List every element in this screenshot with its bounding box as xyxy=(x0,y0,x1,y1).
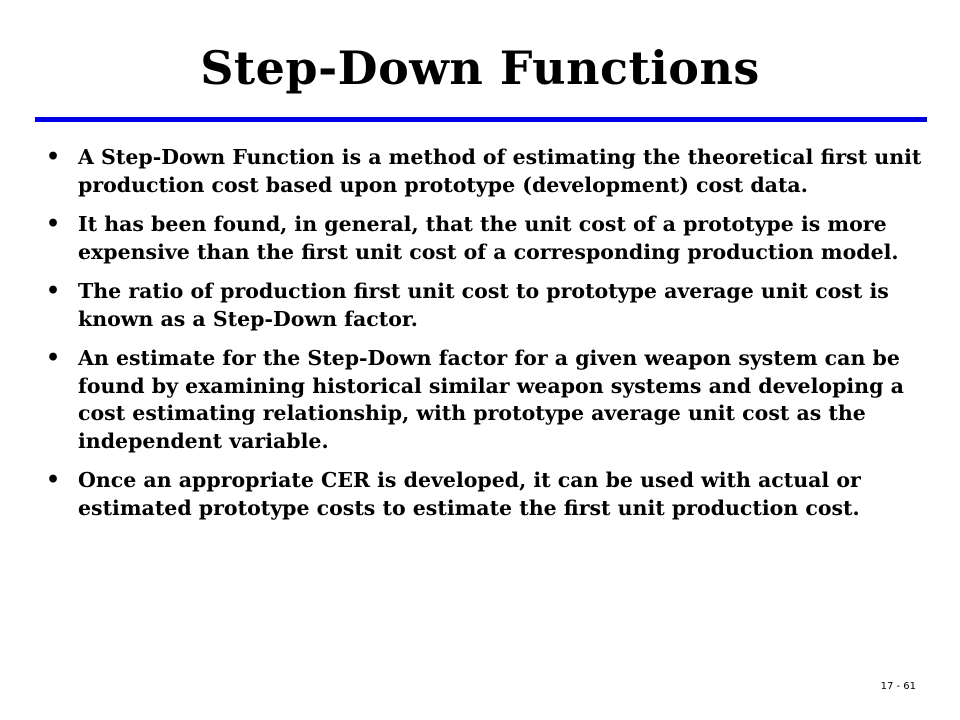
bullet-dot-icon: • xyxy=(46,144,61,170)
bullet-text: An estimate for the Step-Down factor for a given weapon system can be found by examining historical similar weapon systems and developing a cost estimating relationship, with prototype average unit cost as the independent variable. xyxy=(78,346,904,453)
bullet-item xyxy=(46,211,922,266)
title-underline-rule xyxy=(35,117,927,122)
bullet-text: The ratio of production first unit cost to prototype average unit cost is known as a Step-Down factor. xyxy=(78,279,889,331)
bullet-item xyxy=(46,144,922,199)
bullet-text: A Step-Down Function is a method of estimating the theoretical first unit production cost based upon prototype (development) cost data. xyxy=(78,145,922,197)
bullet-dot-icon: • xyxy=(46,467,61,493)
bullet-item xyxy=(46,278,922,333)
slide-title: Step-Down Functions xyxy=(200,41,760,95)
bullet-item xyxy=(46,345,922,455)
bullet-dot-icon: • xyxy=(46,345,61,371)
bullet-list xyxy=(46,144,922,534)
page-number: 17 - 61 xyxy=(880,681,916,692)
bullet-item xyxy=(46,467,922,522)
bullet-text: It has been found, in general, that the unit cost of a prototype is more expensive than the first unit cost of a corresponding production model. xyxy=(78,212,899,264)
bullet-dot-icon: • xyxy=(46,278,61,304)
bullet-dot-icon: • xyxy=(46,211,61,237)
bullet-text: Once an appropriate CER is developed, it can be used with actual or estimated prototype costs to estimate the first unit production cost. xyxy=(78,468,861,520)
